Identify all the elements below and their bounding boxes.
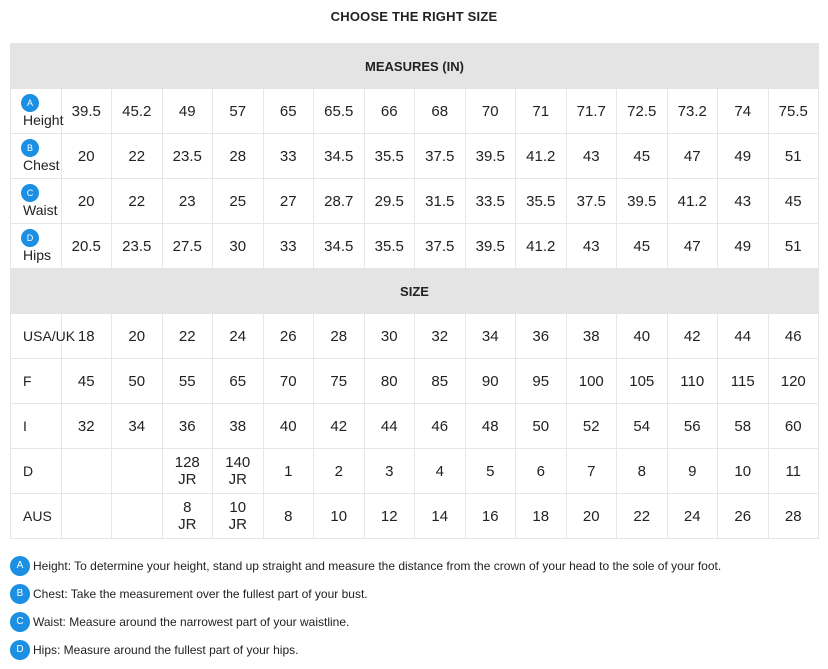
table-cell: 25 — [213, 179, 264, 224]
table-cell: 105 — [617, 359, 668, 404]
table-cell: 35.5 — [364, 134, 415, 179]
table-cell: 3 — [364, 449, 415, 494]
table-cell: 30 — [364, 314, 415, 359]
table-cell: 37.5 — [415, 134, 466, 179]
row-label-text: Height — [23, 112, 64, 129]
table-cell: 37.5 — [566, 179, 617, 224]
table-row — [11, 449, 819, 494]
table-cell: 40 — [617, 314, 668, 359]
table-cell: 22 — [162, 314, 213, 359]
row-label — [11, 314, 76, 359]
table-cell: 80 — [364, 359, 415, 404]
table-cell: 49 — [718, 134, 769, 179]
table-cell: 65 — [263, 89, 314, 134]
table-cell: 44 — [364, 404, 415, 449]
note-item — [10, 636, 721, 664]
table-cell: 41.2 — [516, 224, 567, 269]
table-cell: 48 — [465, 404, 516, 449]
table-cell: 29.5 — [364, 179, 415, 224]
table-cell: 65.5 — [314, 89, 365, 134]
table-cell: 43 — [566, 134, 617, 179]
measurement-notes — [10, 552, 721, 664]
note-item — [10, 552, 721, 580]
table-cell: 27 — [263, 179, 314, 224]
table-cell: 85 — [415, 359, 466, 404]
table-cell: 23.5 — [112, 224, 163, 269]
row-label — [11, 359, 62, 404]
table-cell: 41.2 — [667, 179, 718, 224]
table-cell: 58 — [718, 404, 769, 449]
table-cell: 2 — [314, 449, 365, 494]
table-cell: 35.5 — [516, 179, 567, 224]
table-cell: 42 — [314, 404, 365, 449]
table-cell: 6 — [516, 449, 567, 494]
table-row — [11, 179, 819, 224]
table-cell: 28 — [213, 134, 264, 179]
table-cell: 45.2 — [112, 89, 163, 134]
row-label — [11, 89, 62, 134]
row-label-text: Chest — [23, 157, 60, 174]
letter-badge-icon: C — [21, 184, 39, 202]
table-cell: 18 — [61, 314, 112, 359]
row-label — [11, 404, 62, 449]
table-cell: 115 — [718, 359, 769, 404]
table-row — [11, 359, 819, 404]
row-label — [11, 224, 62, 269]
letter-badge-icon: B — [21, 139, 39, 157]
table-cell: 26 — [718, 494, 769, 539]
table-cell: 23 — [162, 179, 213, 224]
table-cell: 60 — [768, 404, 819, 449]
table-cell: 38 — [213, 404, 264, 449]
table-cell: 20 — [112, 314, 163, 359]
table-cell: 47 — [667, 134, 718, 179]
table-cell: 68 — [415, 89, 466, 134]
table-cell — [112, 494, 163, 539]
table-cell: 32 — [61, 404, 112, 449]
table-cell: 4 — [415, 449, 466, 494]
table-cell: 110 — [667, 359, 718, 404]
table-cell: 50 — [112, 359, 163, 404]
table-cell: 8 — [263, 494, 314, 539]
table-cell: 100 — [566, 359, 617, 404]
table-cell: 45 — [617, 134, 668, 179]
table-cell: 57 — [213, 89, 264, 134]
note-text: Chest: Take the measurement over the fullest part of your bust. — [33, 587, 368, 601]
table-cell: 27.5 — [162, 224, 213, 269]
table-row — [11, 134, 819, 179]
row-label — [11, 179, 62, 224]
table-cell: 55 — [162, 359, 213, 404]
measures-header-label: MEASURES (IN) — [11, 44, 819, 89]
table-cell: 95 — [516, 359, 567, 404]
table-cell: 31.5 — [415, 179, 466, 224]
table-cell: 120 — [768, 359, 819, 404]
table-row — [11, 224, 819, 269]
table-cell: 20 — [61, 134, 112, 179]
table-cell: 65 — [213, 359, 264, 404]
table-cell: 22 — [617, 494, 668, 539]
table-cell: 9 — [667, 449, 718, 494]
table-row — [11, 89, 819, 134]
table-cell: 28 — [314, 314, 365, 359]
table-cell: 36 — [516, 314, 567, 359]
table-cell: 70 — [263, 359, 314, 404]
row-label — [11, 449, 62, 494]
letter-badge-icon: A — [10, 556, 30, 576]
table-cell: 47 — [667, 224, 718, 269]
table-cell: 34 — [112, 404, 163, 449]
row-label-text: D — [23, 463, 34, 479]
table-cell: 20 — [61, 179, 112, 224]
table-cell: 66 — [364, 89, 415, 134]
table-cell: 34.5 — [314, 224, 365, 269]
table-cell: 49 — [162, 89, 213, 134]
letter-badge-icon: A — [21, 94, 39, 112]
table-cell: 39.5 — [465, 134, 516, 179]
table-cell: 51 — [768, 224, 819, 269]
table-cell: 10 JR — [213, 494, 264, 539]
table-cell: 39.5 — [465, 224, 516, 269]
size-chart-table — [10, 43, 819, 539]
table-cell: 20 — [566, 494, 617, 539]
note-item — [10, 608, 721, 636]
table-cell: 34.5 — [314, 134, 365, 179]
table-cell: 56 — [667, 404, 718, 449]
table-cell: 52 — [566, 404, 617, 449]
letter-badge-icon: D — [21, 229, 39, 247]
table-cell: 49 — [718, 224, 769, 269]
table-cell: 45 — [768, 179, 819, 224]
row-label-text: AUS — [23, 508, 52, 524]
table-cell: 54 — [617, 404, 668, 449]
table-cell: 33 — [263, 224, 314, 269]
table-cell: 20.5 — [61, 224, 112, 269]
table-cell: 128 JR — [162, 449, 213, 494]
table-cell: 45 — [617, 224, 668, 269]
row-label — [11, 494, 62, 539]
table-cell: 43 — [566, 224, 617, 269]
table-cell: 73.2 — [667, 89, 718, 134]
table-cell: 74 — [718, 89, 769, 134]
table-cell: 8 JR — [162, 494, 213, 539]
table-cell: 37.5 — [415, 224, 466, 269]
table-cell: 40 — [263, 404, 314, 449]
table-cell: 24 — [667, 494, 718, 539]
table-cell: 51 — [768, 134, 819, 179]
table-cell: 42 — [667, 314, 718, 359]
table-cell: 35.5 — [364, 224, 415, 269]
table-row — [11, 404, 819, 449]
table-cell: 71 — [516, 89, 567, 134]
table-cell: 39.5 — [61, 89, 112, 134]
table-cell: 14 — [415, 494, 466, 539]
letter-badge-icon: D — [10, 640, 30, 660]
table-cell: 16 — [465, 494, 516, 539]
table-cell: 22 — [112, 134, 163, 179]
table-cell: 28 — [768, 494, 819, 539]
row-label-text: Waist — [23, 202, 58, 219]
size-header-label: SIZE — [11, 269, 819, 314]
note-text: Hips: Measure around the fullest part of your hips. — [33, 643, 299, 657]
measures-header — [11, 44, 819, 89]
table-cell: 30 — [213, 224, 264, 269]
table-cell: 12 — [364, 494, 415, 539]
table-row — [11, 314, 819, 359]
note-item — [10, 580, 721, 608]
table-cell — [61, 449, 112, 494]
table-cell: 75 — [314, 359, 365, 404]
size-header — [11, 269, 819, 314]
table-cell: 24 — [213, 314, 264, 359]
table-cell: 18 — [516, 494, 567, 539]
letter-badge-icon: B — [10, 584, 30, 604]
table-cell: 38 — [566, 314, 617, 359]
table-cell: 28.7 — [314, 179, 365, 224]
table-cell — [61, 494, 112, 539]
table-cell: 8 — [617, 449, 668, 494]
table-cell: 50 — [516, 404, 567, 449]
table-cell: 34 — [465, 314, 516, 359]
table-cell: 7 — [566, 449, 617, 494]
table-cell: 44 — [718, 314, 769, 359]
table-cell — [112, 449, 163, 494]
table-cell: 90 — [465, 359, 516, 404]
note-text: Waist: Measure around the narrowest part of your waistline. — [33, 615, 350, 629]
table-cell: 23.5 — [162, 134, 213, 179]
table-cell: 36 — [162, 404, 213, 449]
table-cell: 11 — [768, 449, 819, 494]
table-cell: 75.5 — [768, 89, 819, 134]
row-label-text: Hips — [23, 247, 52, 264]
page-title: CHOOSE THE RIGHT SIZE — [330, 9, 498, 24]
table-cell: 26 — [263, 314, 314, 359]
table-cell: 10 — [718, 449, 769, 494]
table-cell: 22 — [112, 179, 163, 224]
table-cell: 140 JR — [213, 449, 264, 494]
table-cell: 72.5 — [617, 89, 668, 134]
letter-badge-icon: C — [10, 612, 30, 632]
table-cell: 5 — [465, 449, 516, 494]
table-row — [11, 494, 819, 539]
table-cell: 45 — [61, 359, 112, 404]
table-cell: 70 — [465, 89, 516, 134]
table-cell: 46 — [415, 404, 466, 449]
note-text: Height: To determine your height, stand up straight and measure the distance from the crown of your head to the sole of your foot. — [33, 559, 722, 573]
row-label — [11, 134, 62, 179]
row-label-text: USA/UK — [23, 328, 76, 344]
table-cell: 46 — [768, 314, 819, 359]
table-cell: 41.2 — [516, 134, 567, 179]
table-cell: 39.5 — [617, 179, 668, 224]
table-cell: 1 — [263, 449, 314, 494]
table-cell: 32 — [415, 314, 466, 359]
table-cell: 10 — [314, 494, 365, 539]
table-cell: 33.5 — [465, 179, 516, 224]
row-label-text: I — [23, 418, 27, 434]
row-label-text: F — [23, 373, 32, 389]
table-cell: 33 — [263, 134, 314, 179]
table-cell: 43 — [718, 179, 769, 224]
table-cell: 71.7 — [566, 89, 617, 134]
